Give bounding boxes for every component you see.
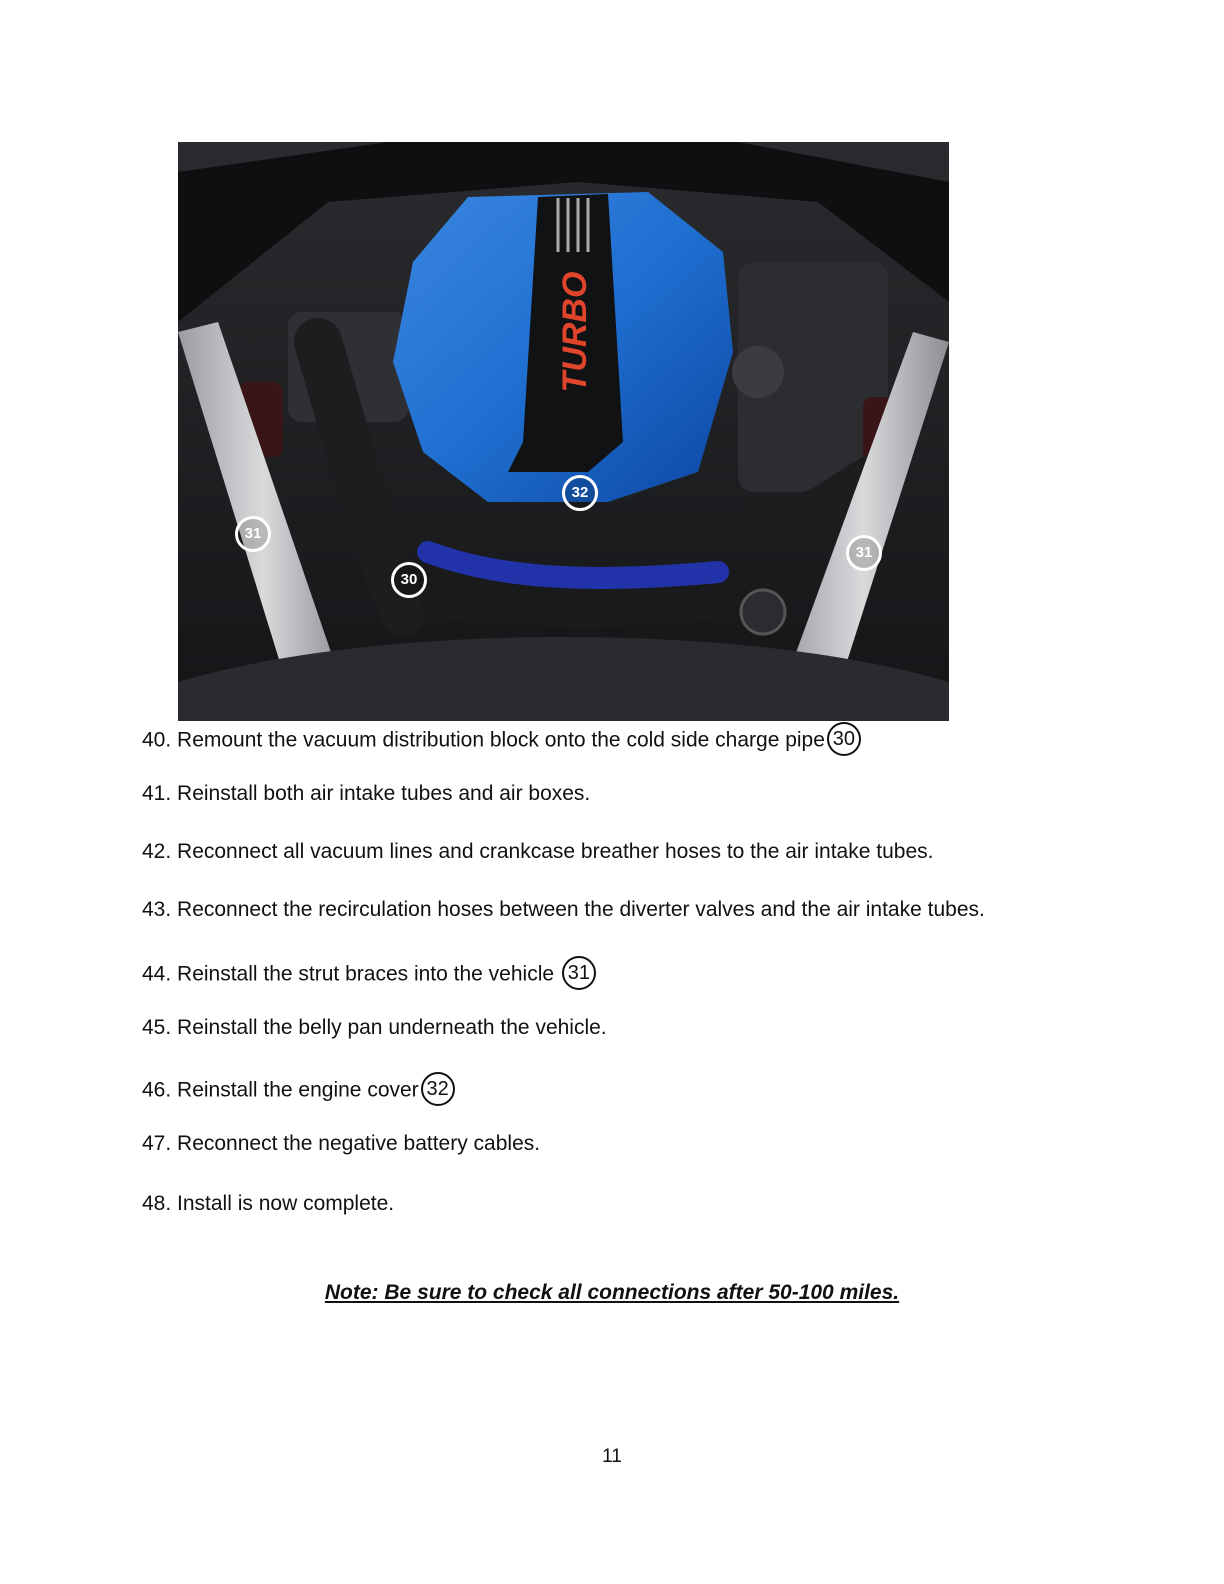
- step-text: 44. Reinstall the strut braces into the vehicle: [142, 962, 560, 986]
- step-44: [142, 958, 596, 992]
- step-text: 48. Install is now complete.: [142, 1192, 395, 1215]
- note-text: Note: Be sure to check all connections after 50-100 miles.: [324, 1281, 900, 1304]
- step-text: 41. Reinstall both air intake tubes and air boxes.: [142, 782, 591, 805]
- step-45: [142, 1016, 607, 1040]
- reference-circle: 31: [562, 956, 596, 990]
- step-43: [142, 898, 985, 922]
- step-text: 40. Remount the vacuum distribution block onto the cold side charge pipe: [142, 728, 825, 752]
- turbo-cover-text: TURBO: [556, 271, 594, 393]
- page-number: 11: [602, 1446, 622, 1467]
- step-46: [142, 1074, 455, 1108]
- step-text: 42. Reconnect all vacuum lines and crankcase breather hoses to the air intake tubes.: [142, 840, 934, 863]
- step-text: 43. Reconnect the recirculation hoses between the diverter valves and the air intake tubes.: [142, 898, 985, 921]
- photo-callout-30: 30: [391, 562, 427, 598]
- step-41: [142, 782, 590, 806]
- step-text: 46. Reinstall the engine cover: [142, 1078, 419, 1102]
- reference-circle: 30: [827, 722, 861, 756]
- step-48: [142, 1192, 394, 1216]
- step-47: [142, 1132, 540, 1156]
- photo-callout-31-right: 31: [846, 535, 882, 571]
- photo-callout-32: 32: [562, 475, 598, 511]
- step-42: [142, 840, 933, 864]
- engine-bay-photo: [178, 142, 949, 721]
- engine-bay-illustration: [178, 142, 949, 721]
- photo-callout-31-left: 31: [235, 516, 271, 552]
- step-text: 45. Reinstall the belly pan underneath the vehicle.: [142, 1016, 607, 1039]
- step-text: 47. Reconnect the negative battery cables.: [142, 1132, 541, 1155]
- step-40: [142, 724, 861, 758]
- reference-circle: 32: [421, 1072, 455, 1106]
